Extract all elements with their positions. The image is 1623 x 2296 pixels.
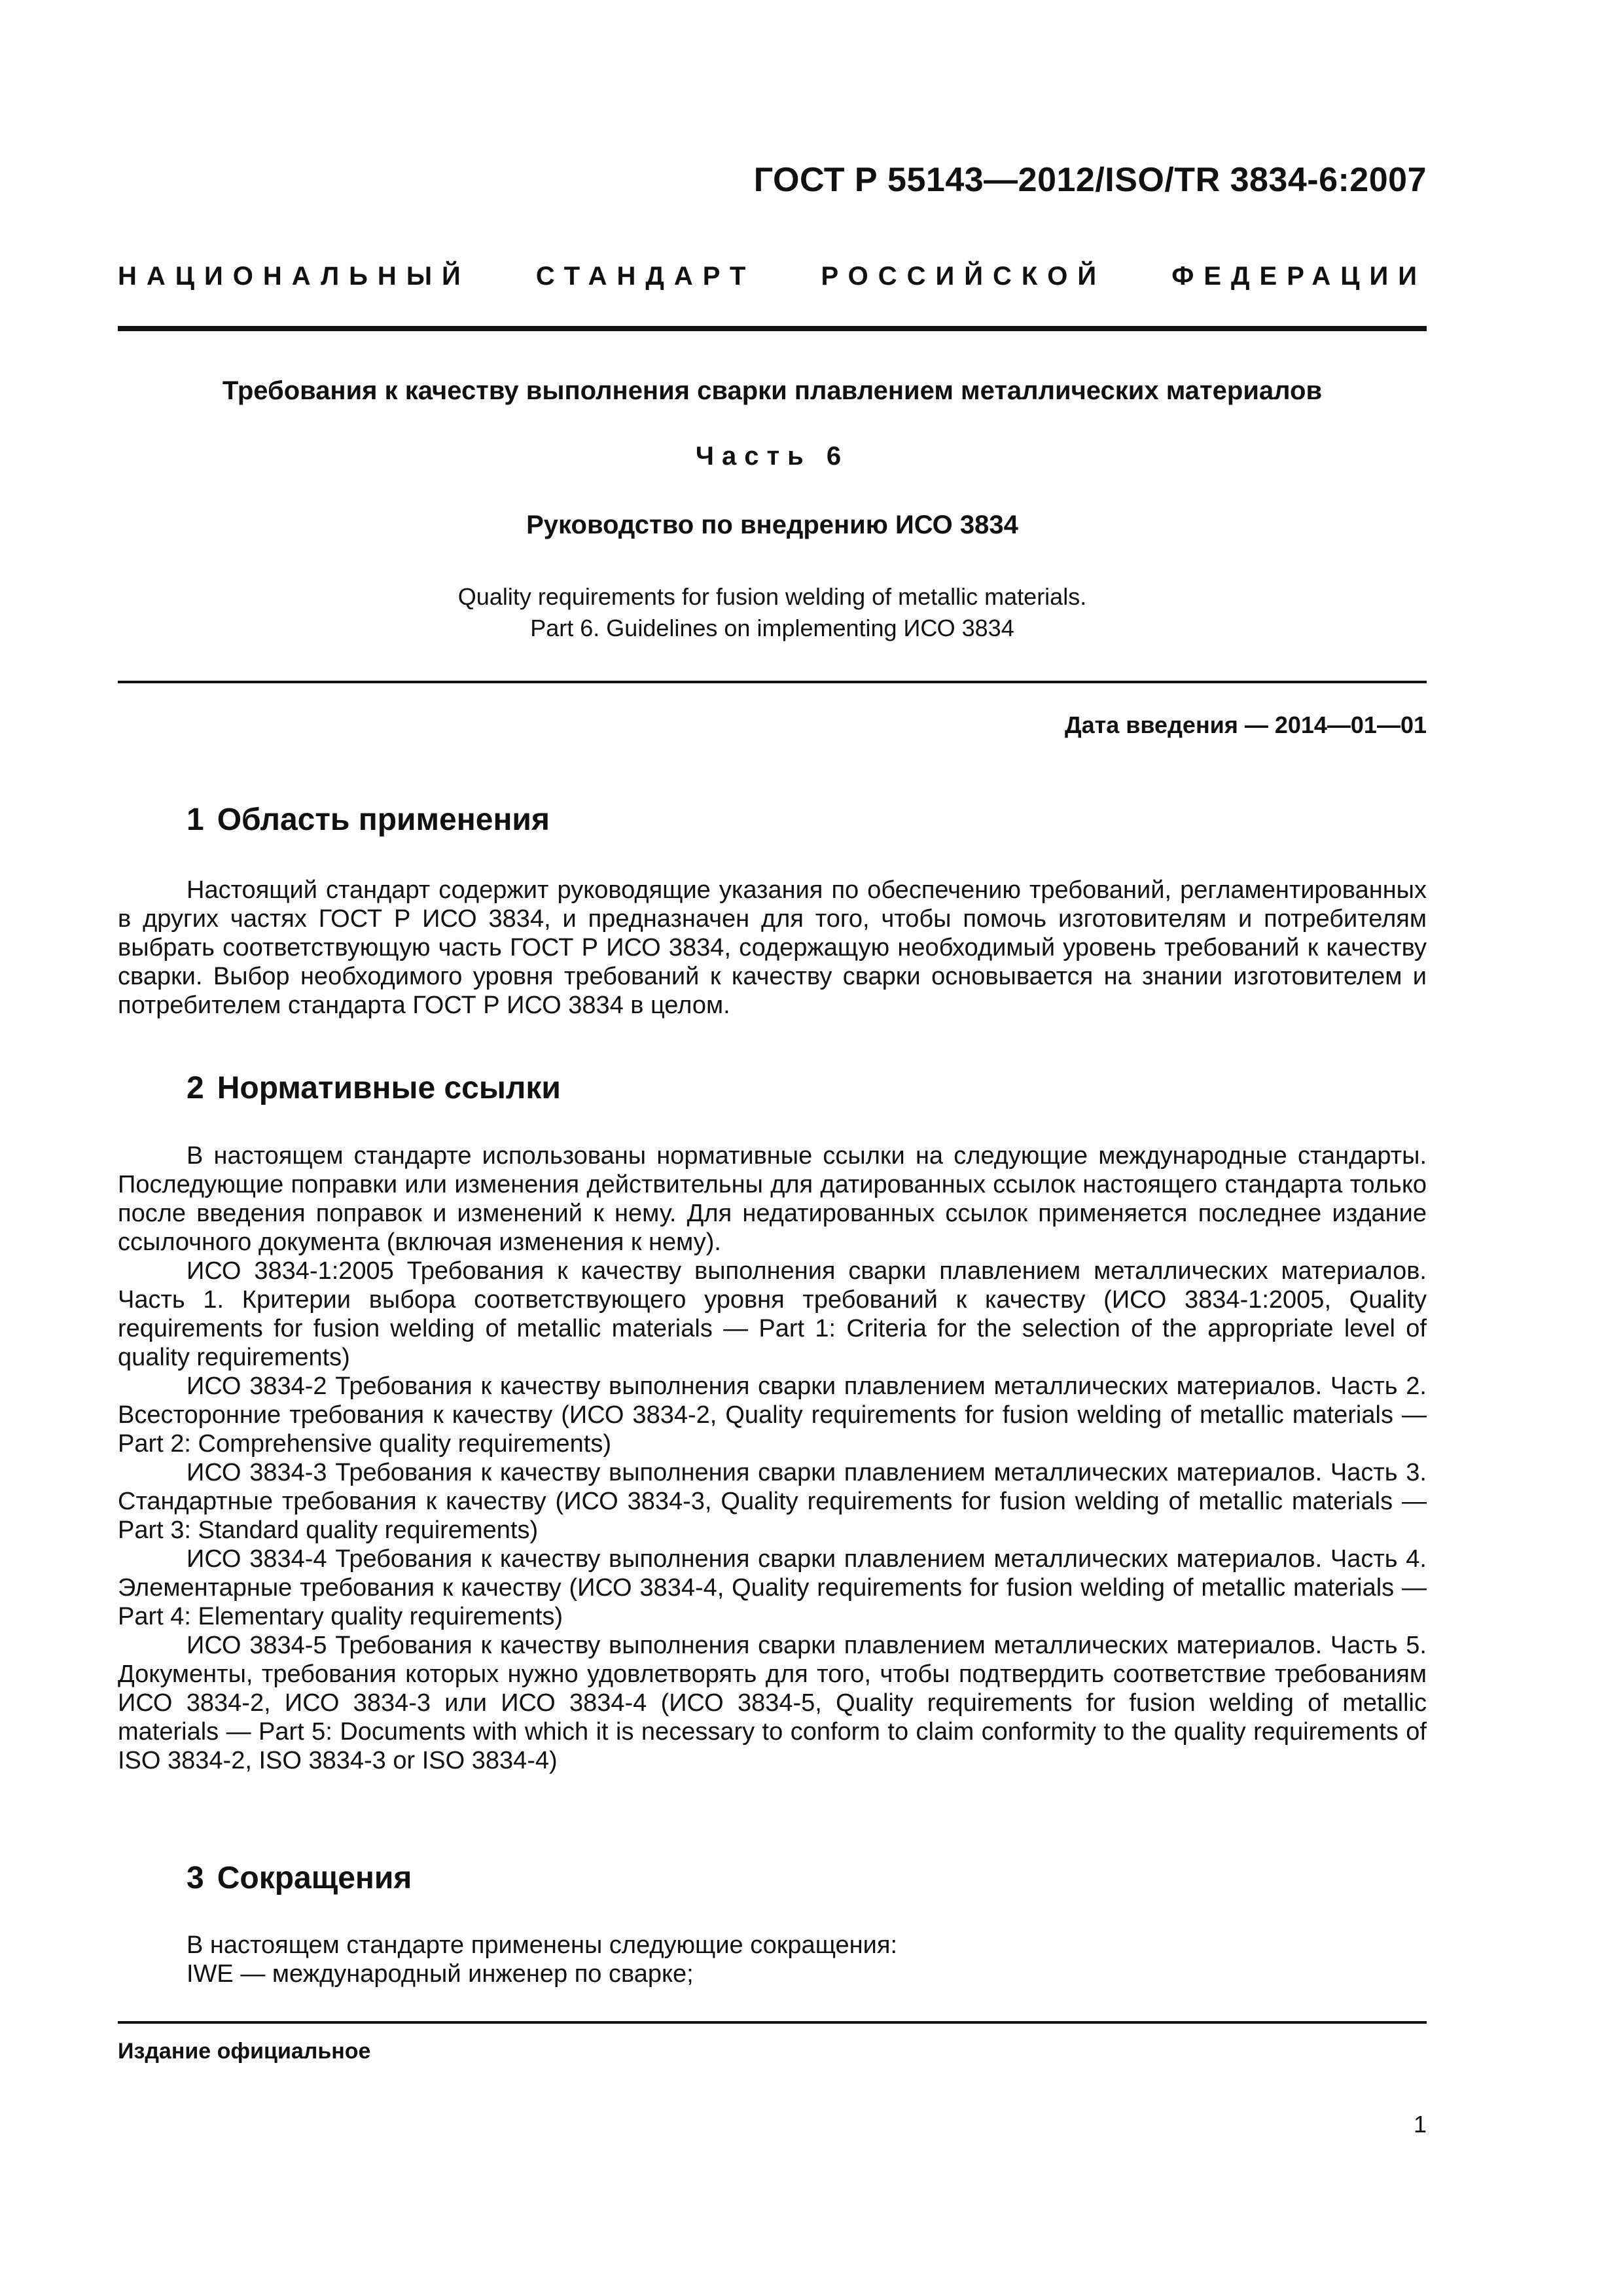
part-label: Часть 6: [695, 442, 849, 471]
section-body: [118, 1141, 1427, 1775]
section-heading: [187, 1070, 561, 1106]
banner-word: СТАНДАРТ: [535, 262, 756, 291]
introduction-date: Дата введения — 2014—01—01: [1064, 711, 1427, 738]
national-standard-banner: [118, 262, 1427, 291]
section-body: [118, 876, 1427, 1020]
section-body: [118, 1931, 1427, 1988]
standard-code: ГОСТ Р 55143—2012/ISO/TR 3834-6:2007: [753, 161, 1427, 199]
section-heading: [187, 802, 550, 838]
edition-label: Издание официальное: [118, 2039, 371, 2064]
document-title: Требования к качеству выполнения сварки плавлением металлических материалов: [222, 376, 1323, 405]
document-subtitle: Руководство по внедрению ИСО 3834: [526, 511, 1018, 539]
section-heading: [187, 1860, 412, 1896]
title-divider: [118, 681, 1427, 683]
english-title: [118, 581, 1427, 644]
header-divider: [118, 326, 1427, 331]
banner-word: ФЕДЕРАЦИИ: [1171, 262, 1427, 291]
reference-entry: ИСО 3834-1:2005 Требования к качеству выполнения сварки плавлением металлических материалов. Часть 1. Критерии выбора соответствующего уровня требований к качеству (ИСО 3834-1:2005, Quality requirements for fusion welding of metallic materials — Part 1: Criteria for the selection of the appropriate level of quality requirements): [118, 1257, 1427, 1371]
reference-entry: ИСО 3834-4 Требования к качеству выполнения сварки плавлением металлических материалов. Часть 4. Элементарные требования к качеству (ИСО 3834-4, Quality requirements for fusion welding of metallic materials — Part 4: Elementary quality requirements): [118, 1545, 1427, 1630]
reference-entry: ИСО 3834-5 Требования к качеству выполнения сварки плавлением металлических материалов. Часть 5. Документы, требования которых нужно удовлетворять для того, чтобы подтвердить соответствие требованиям ИСО 3834-2, ИСО 3834-3 или ИСО 3834-4 (ИСО 3834-5, Quality requirements for fusion welding of metallic materials — Part 5: Documents with which it is necessary to conform to claim conformity to the quality requirements of ISO 3834-2, ISO 3834-3 or ISO 3834-4): [118, 1632, 1427, 1774]
section-number: 3: [187, 1861, 204, 1895]
paragraph: В настоящем стандарте использованы нормативные ссылки на следующие международные стандарты. Последующие поправки или изменения действительны для датированных ссылок настоящего стандарта только после введения поправок и изменений к нему. Для недатированных ссылок применяется последнее издание ссылочного документа (включая изменения к нему).: [118, 1142, 1427, 1256]
banner-word: РОССИЙСКОЙ: [821, 262, 1107, 291]
abbreviation-entry: IWE — международный инженер по сварке;: [187, 1960, 694, 1988]
banner-word: НАЦИОНАЛЬНЫЙ: [118, 262, 471, 291]
english-title-line: Part 6. Guidelines on implementing ИСО 3834: [530, 615, 1014, 641]
section-number: 2: [187, 1071, 204, 1105]
reference-entry: ИСО 3834-2 Требования к качеству выполнения сварки плавлением металлических материалов. Часть 2. Всесторонние требования к качеству (ИСО 3834-2, Quality requirements for fusion welding of metallic materials — Part 2: Comprehensive quality requirements): [118, 1372, 1427, 1458]
footer-divider: [118, 2021, 1427, 2024]
section-title: Область применения: [217, 802, 550, 837]
paragraph: В настоящем стандарте применены следующие сокращения:: [187, 1931, 898, 1959]
section-title: Сокращения: [217, 1861, 412, 1895]
reference-entry: ИСО 3834-3 Требования к качеству выполнения сварки плавлением металлических материалов. Часть 3. Стандартные требования к качеству (ИСО 3834-3, Quality requirements for fusion welding of metallic materials — Part 3: Standard quality requirements): [118, 1459, 1427, 1544]
section-number: 1: [187, 802, 204, 837]
section-title: Нормативные ссылки: [217, 1071, 561, 1105]
page-number: 1: [1413, 2111, 1427, 2138]
english-title-line: Quality requirements for fusion welding of metallic materials.: [457, 583, 1087, 610]
paragraph: Настоящий стандарт содержит руководящие указания по обеспечению требований, регламентированных в других частях ГОСТ Р ИСО 3834, и предназначен для того, чтобы помочь изготовителям и потребителям выбрать соответствующую часть ГОСТ Р ИСО 3834, содержащую необходимый уровень требований к качеству сварки. Выбор необходимого уровня требований к качеству сварки основывается на знании изготовителем и потребителем стандарта ГОСТ Р ИСО 3834 в целом.: [118, 876, 1427, 1019]
